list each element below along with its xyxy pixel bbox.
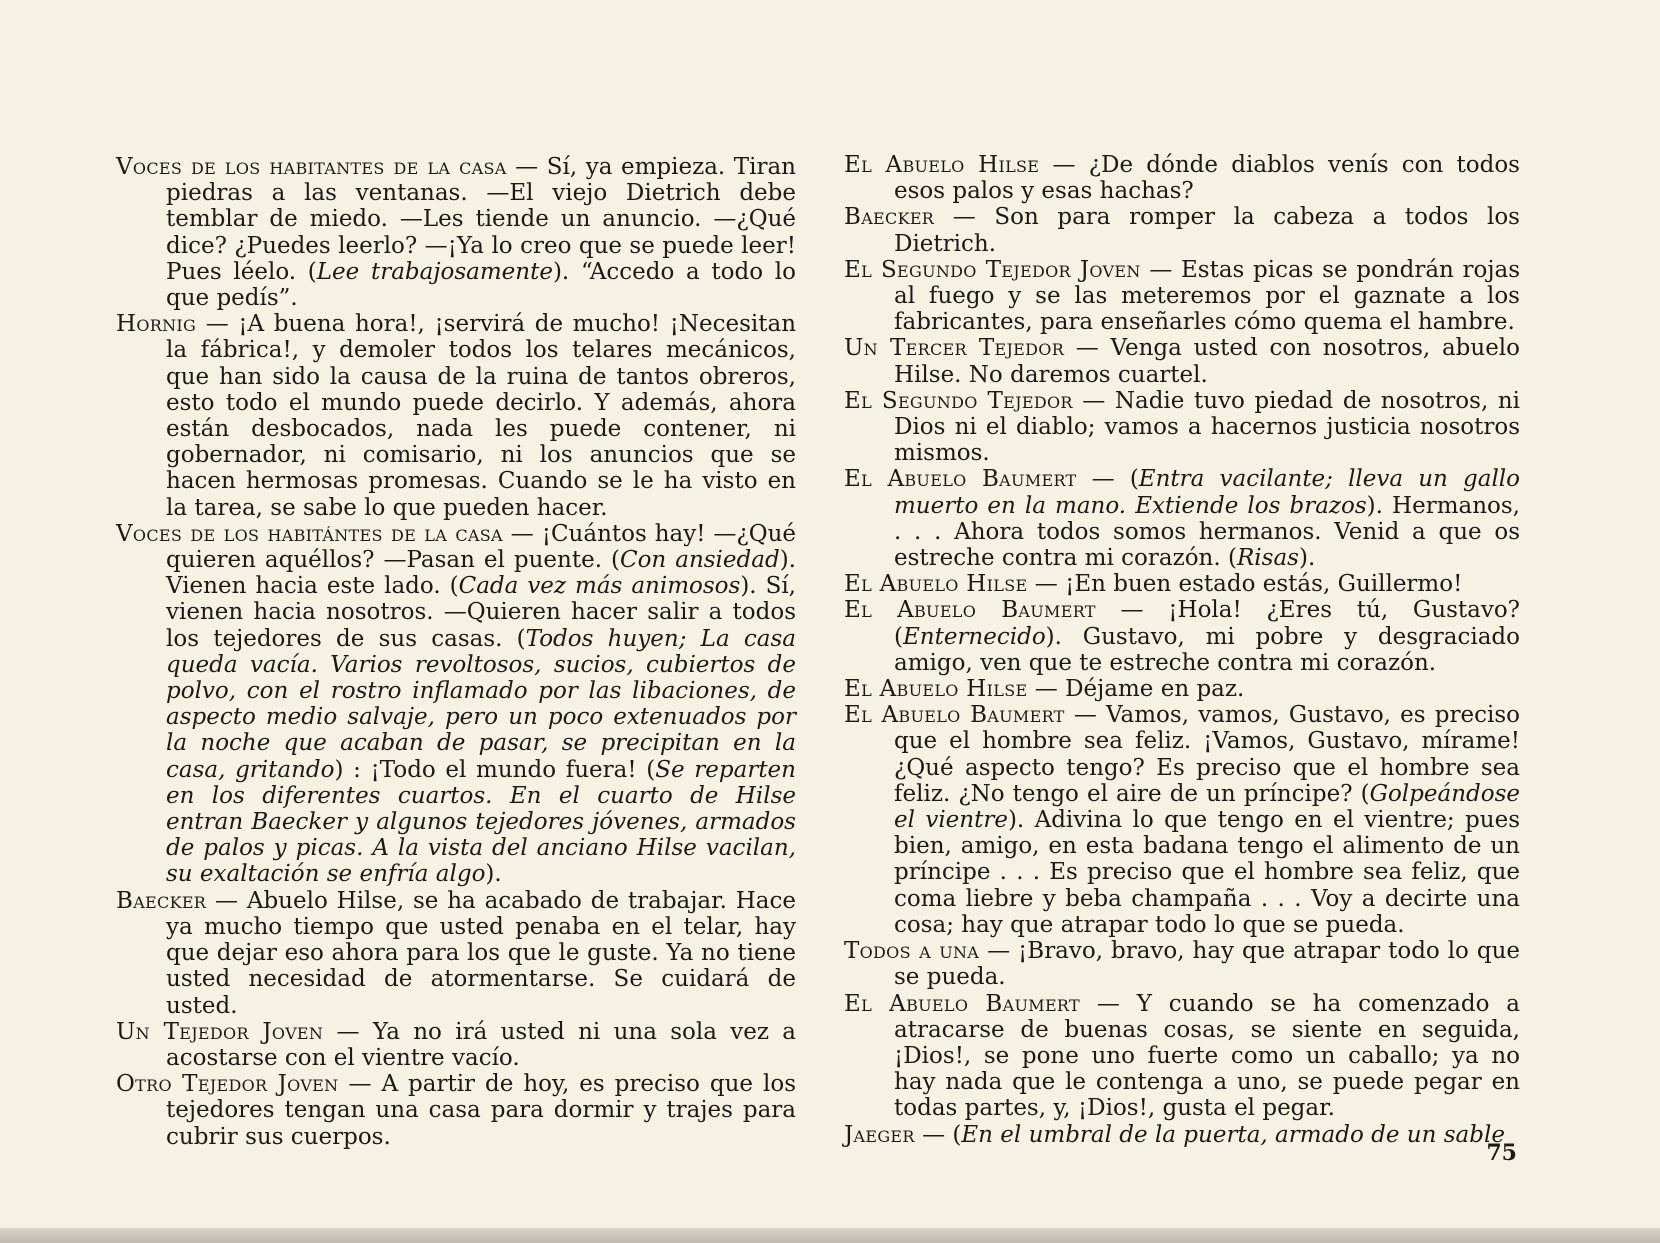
dialogue-entry — [116, 888, 796, 1019]
dialogue-text: ). Hermanos, . . . Ahora todos somos hermanos. Venid a que os estreche contra mi corazón. ( — [894, 492, 1520, 572]
dialogue-text: ). Vienen hacia este lado. ( — [166, 547, 796, 600]
speaker-name: Todos a una — [844, 938, 980, 965]
speaker-dash: — — [1064, 702, 1107, 729]
speaker-dash: — — [1140, 256, 1181, 283]
speaker-dash: — — [1076, 466, 1130, 493]
speaker-name: El Segundo Tejedor Joven — [844, 256, 1141, 283]
speaker-name: Otro Tejedor Joven — [116, 1071, 339, 1098]
dialogue-text: A partir de hoy, es preciso que los tejedores tengan una casa para dormir y trajes para cubrir sus cuerpos. — [166, 1071, 796, 1150]
stage-direction: Golpeándose el vientre — [894, 780, 1520, 834]
speaker-dash: — — [979, 938, 1019, 965]
dialogue-text: ). Gustavo, mi pobre y desgraciado amigo, ven que te estreche contra mi corazón. — [894, 623, 1520, 676]
speaker-dash: — — [1064, 335, 1111, 362]
speaker-dash: — — [502, 520, 542, 547]
speaker-name: El Abuelo Hilse — [844, 152, 1040, 178]
dialogue-entry — [844, 991, 1520, 1122]
speaker-dash: — — [1027, 571, 1066, 598]
dialogue-text: Ya no irá usted ni una sola vez a acostarse con el vientre vacío. — [166, 1018, 796, 1071]
speaker-name: El Abuelo Baumert — [844, 597, 1096, 624]
speaker-name: Baecker — [844, 204, 935, 231]
dialogue-text: ( — [1129, 466, 1139, 493]
speaker-name: El Segundo Tejedor — [844, 387, 1073, 414]
dialogue-text: ¡A buena hora!, ¡servirá de mucho! ¡Necesitan la fábrica!, y demoler todos los telares mecánicos, que han sido la causa de la ruina de tantos obreros, esto todo el mundo puede decirlo. Y además, ahora están desbocados, nada les puede contener, ni gobernador, ni comisario, ni los anuncios que se hacen hermosas promesas. Cuando se le ha visto en la tarea, se sabe lo que pueden hacer. — [166, 311, 797, 521]
speaker-name: El Abuelo Hilse — [844, 571, 1028, 598]
speaker-dash: — — [1039, 152, 1089, 178]
speaker-dash: — — [934, 204, 995, 231]
speaker-name: Voces de los habitántes de la casa — [116, 520, 503, 547]
speaker-dash: — — [1072, 387, 1115, 414]
dialogue-entry — [844, 938, 1520, 990]
dialogue-text: Nadie tuvo piedad de nosotros, ni Dios ni el diablo; vamos a hacernos justicia nosotros mismos. — [894, 387, 1520, 467]
dialogue-entry — [844, 335, 1520, 387]
dialogue-entry — [116, 1071, 796, 1150]
dialogue-text: ¡En buen estado estás, Guillermo! — [1065, 571, 1463, 598]
stage-direction: Todos huyen; La casa queda vacía. Varios revoltosos, sucios, cubiertos de polvo, con el rostro inflamado por las libaciones, de aspecto medio salvaje, pero un poco extenuados por la noche que acaban de pasar, se precipitan en la casa, gritando — [166, 625, 796, 783]
speaker-name: Un Tercer Tejedor — [844, 335, 1065, 362]
dialogue-text: ). — [485, 861, 502, 888]
stage-direction: Se reparten en los diferentes cuartos. En el cuarto de Hilse entran Baecker y algunos tejedores jóvenes, armados de palos y picas. A la vista del anciano Hilse vacilan, su exaltación se enfría algo — [166, 756, 796, 888]
dialogue-entry — [844, 571, 1520, 597]
dialogue-entry — [844, 257, 1520, 336]
stage-direction: Risas — [1236, 545, 1299, 572]
dialogue-text: Y cuando se ha comenzado a atracarse de buenas cosas, se siente en seguida, ¡Dios!, se pone uno fuerte como un caballo; ya no hay nada que le contenga a uno, se puede pegar en todas partes, y, ¡Dios!, gusta el pegar. — [894, 990, 1521, 1122]
speaker-dash: — — [338, 1071, 382, 1098]
dialogue-text: Venga usted con nosotros, abuelo Hilse. No daremos cuartel. — [894, 335, 1521, 388]
speaker-name: Voces de los habitantes de la casa — [116, 154, 507, 180]
dialogue-text: Déjame en paz. — [1065, 676, 1245, 703]
dialogue-text: ). Adivina lo que tengo en el vientre; pues bien, amigo, en esta badana tengo el alimento de un príncipe . . . Es preciso que el hombre sea feliz, que coma liebre y beba champaña . . . Voy a decirte una cosa; hay que atrapar todo lo que se pueda. — [894, 807, 1520, 938]
dialogue-text: ¡Bravo, bravo, hay que atrapar todo lo que se pueda. — [894, 938, 1520, 991]
speaker-name: Baecker — [116, 887, 207, 914]
right-column — [844, 152, 1520, 1148]
speaker-name: Un Tejedor Joven — [116, 1018, 324, 1045]
speaker-name: Hornig — [116, 311, 197, 338]
dialogue-entry — [844, 204, 1520, 256]
speaker-dash: — — [1095, 597, 1169, 624]
stage-direction: Enternecido — [902, 623, 1046, 650]
speaker-dash: — — [196, 311, 239, 338]
dialogue-text: Son para romper la cabeza a todos los Dietrich. — [894, 204, 1520, 257]
page-edge — [0, 1228, 1660, 1243]
dialogue-text: ¿De dónde diablos venís con todos esos palos y esas hachas? — [894, 152, 1520, 205]
speaker-dash: — — [1079, 990, 1137, 1017]
dialogue-text: Vamos, vamos, Gustavo, es preciso que el hombre sea feliz. ¡Vamos, Gustavo, mírame! ¿Qué aspecto tengo? Es preciso que el hombre sea feliz. ¿No tengo el aire de un príncipe? ( — [894, 702, 1521, 807]
speaker-name: El Abuelo Baumert — [844, 702, 1065, 729]
dialogue-entry — [844, 466, 1520, 571]
dialogue-entry — [116, 521, 796, 888]
dialogue-entry — [844, 597, 1520, 676]
stage-direction: En el umbral de la puerta, armado de un sable — [961, 1121, 1505, 1148]
dialogue-text: ( — [952, 1121, 962, 1148]
stage-direction: Cada vez más animosos — [458, 573, 741, 600]
stage-direction: Entra vacilante; lleva un gallo muerto en la mano. Extiende los brazos — [894, 466, 1520, 519]
dialogue-entry — [844, 388, 1520, 467]
dialogue-entry — [116, 154, 796, 311]
dialogue-text: Estas picas se pondrán rojas al fuego y se las meteremos por el gaznate a los fabricantes, para enseñarles cómo quema el hambre. — [894, 256, 1520, 336]
speaker-dash: — — [206, 887, 247, 914]
dialogue-entry — [844, 152, 1520, 204]
dialogue-text: ¡Hola! ¿Eres tú, Gustavo? ( — [894, 597, 1521, 650]
dialogue-text: ¡Cuántos hay! —¿Qué quieren aquéllos? —Pasan el puente. ( — [166, 520, 797, 574]
dialogue-text: Sí, ya empieza. Tiran piedras a las ventanas. —El viejo Dietrich debe temblar de miedo. —Les tiende un anuncio. —¿Qué dice? ¿Puedes leerlo? —¡Ya lo creo que se puede leer! Pues léelo. ( — [166, 154, 796, 285]
stage-direction: Con ansiedad — [619, 547, 780, 574]
speaker-dash: — — [1027, 676, 1066, 703]
stage-direction: Lee trabajosamente — [316, 258, 553, 285]
dialogue-entry — [844, 676, 1520, 702]
speaker-dash: — — [914, 1121, 953, 1148]
dialogue-entry — [116, 311, 796, 521]
left-column — [116, 154, 796, 1150]
dialogue-text: ). Sí, vienen hacia nosotros. —Quieren hacer salir a todos los tejedores de sus casas. ( — [166, 573, 796, 652]
dialogue-entry — [844, 702, 1520, 938]
speaker-name: El Abuelo Baumert — [844, 466, 1077, 493]
speaker-name: Jaeger — [844, 1121, 915, 1148]
dialogue-entry — [844, 1122, 1520, 1148]
speaker-dash: — — [323, 1018, 373, 1045]
speaker-dash: — — [506, 154, 547, 180]
dialogue-text: ). “Accedo a todo lo que pedís”. — [166, 258, 796, 312]
dialogue-text: ). — [1298, 545, 1316, 572]
dialogue-entry — [116, 1019, 796, 1071]
speaker-name: El Abuelo Hilse — [844, 676, 1028, 703]
dialogue-text: ) : ¡Todo el mundo fuera! ( — [334, 756, 656, 783]
dialogue-text: Abuelo Hilse, se ha acabado de trabajar. Hace ya mucho tiempo que usted penaba en el telar, hay que dejar eso ahora para los que le guste. Ya no tiene usted necesidad de atormentarse. Se cuidará de usted. — [166, 887, 796, 1019]
page-number: 75 — [1486, 1140, 1517, 1166]
speaker-name: El Abuelo Baumert — [844, 990, 1080, 1017]
